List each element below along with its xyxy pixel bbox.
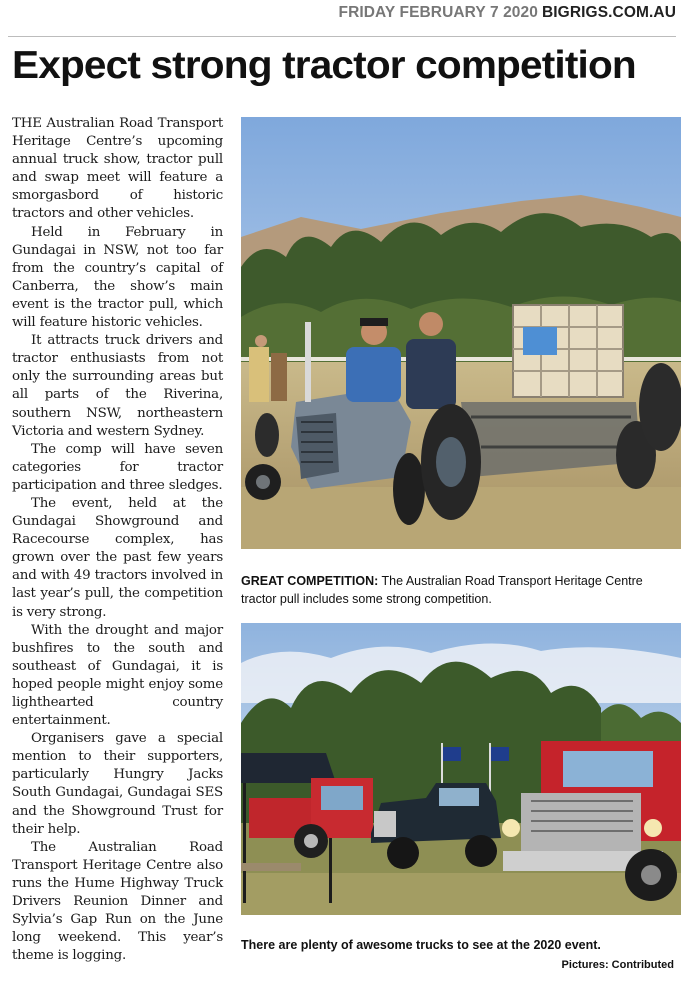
caption-text: The Australian Road Transport Heritage Centre tractor pull includes some strong competition. xyxy=(241,574,643,606)
trucks-photo-caption: There are plenty of awesome trucks to see at the 2020 event. xyxy=(241,938,601,952)
article-paragraph: THE Australian Road Transport Heritage Centre’s upcoming annual truck show, tractor pull and swap meet will feature a smorgasbord of historic tractors and other vehicles. xyxy=(12,116,223,222)
date-text: FRIDAY FEBRUARY 7 2020 xyxy=(338,4,538,21)
tractor-pull-photo xyxy=(241,117,681,549)
article-paragraph: Organisers gave a special mention to their supporters, particularly Hungry Jacks South Gundagai, Gundagai SES and the Showground Trust for their help. xyxy=(12,731,223,837)
tractor-pull-illustration xyxy=(241,117,681,549)
headline: Expect strong tractor competition xyxy=(12,44,636,87)
caption-lead: GREAT COMPETITION: xyxy=(241,574,379,588)
article-paragraph: The Australian Road Transport Heritage Centre also runs the Hume Highway Truck Drivers Reunion Dinner and Sylvia’s Gap Run on the June long weekend. This year’s theme is logging. xyxy=(12,839,223,964)
issue-date xyxy=(339,4,677,22)
header-rule xyxy=(8,36,676,37)
page-header xyxy=(0,0,684,32)
article-paragraph: The comp will have seven categories for tractor participation and three sledges. xyxy=(12,441,223,493)
tractor-photo-caption xyxy=(241,572,681,608)
photo-credit: Pictures: Contributed xyxy=(561,959,674,971)
trucks-photo xyxy=(241,623,681,915)
article-paragraph: Held in February in Gundagai in NSW, not too far from the country’s capital of Canberra, the show’s main event is the tractor pull, which will feature historic vehicles. xyxy=(12,224,223,331)
site-name: BIGRIGS.COM.AU xyxy=(541,4,676,21)
article-paragraph: The event, held at the Gundagai Showground and Racecourse complex, has grown over the past few years and with 49 tractors involved in last year’s pull, the competition is very strong. xyxy=(12,495,223,620)
article-paragraph: With the drought and major bushfires to the south and southeast of Gundagai, it is hoped people might enjoy some lighthearted country entertainment. xyxy=(12,622,223,729)
article-paragraph: It attracts truck drivers and tractor enthusiasts from not only the surrounding areas but all parts of the Riverina, southern NSW, northeastern Victoria and western Sydney. xyxy=(12,333,223,439)
trucks-illustration xyxy=(241,623,681,915)
article-body xyxy=(12,115,223,965)
